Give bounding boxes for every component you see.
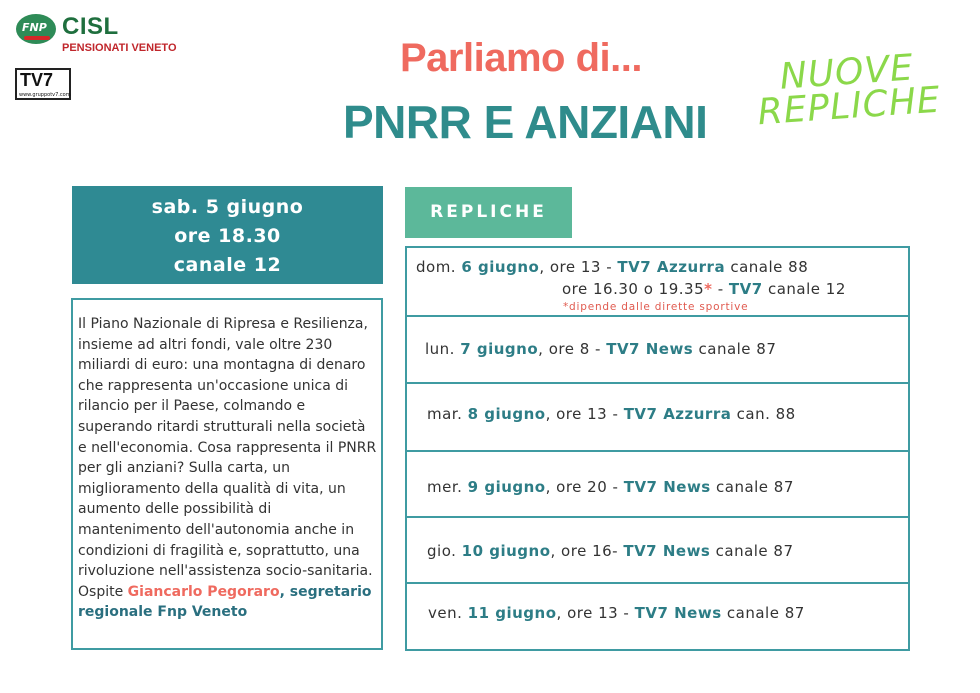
footnote: *dipende dalle dirette sportive bbox=[563, 301, 749, 313]
replay-channel-number: canale 88 bbox=[725, 258, 809, 276]
replay-channel-number-2: canale 12 bbox=[762, 280, 846, 298]
replay-channel: TV7 News bbox=[623, 478, 711, 496]
premiere-date: sab. 5 giugno bbox=[151, 196, 304, 218]
replay-line bbox=[428, 604, 805, 622]
replay-row bbox=[407, 516, 908, 582]
replay-time: , ore 8 - bbox=[538, 340, 607, 358]
replay-day: ven. bbox=[428, 604, 468, 622]
replay-time: , ore 13 - bbox=[545, 405, 624, 423]
replay-separator: - bbox=[712, 280, 729, 298]
replay-channel-number: canale 87 bbox=[721, 604, 805, 622]
replay-date: 10 giugno bbox=[461, 542, 551, 560]
replay-row bbox=[407, 315, 908, 382]
premiere-time: ore 18.30 bbox=[174, 225, 281, 247]
replay-line bbox=[427, 542, 794, 560]
replay-date: 9 giugno bbox=[467, 478, 546, 496]
replay-channel: TV7 News bbox=[634, 604, 722, 622]
cisl-subtitle: PENSIONATI VENETO bbox=[62, 42, 177, 54]
replay-day: mer. bbox=[427, 478, 468, 496]
replay-time-2: ore 16.30 o 19.35 bbox=[562, 280, 705, 298]
replay-time: , ore 20 - bbox=[545, 478, 624, 496]
fnp-logo-text: FNP bbox=[22, 21, 47, 34]
premiere-channel: canale 12 bbox=[173, 254, 282, 276]
replay-day: lun. bbox=[425, 340, 461, 358]
replay-channel: TV7 News bbox=[606, 340, 694, 358]
replay-time: , ore 13 - bbox=[556, 604, 635, 622]
cisl-logo-text: CISL bbox=[62, 13, 119, 40]
page-title: PNRR E ANZIANI bbox=[343, 96, 708, 148]
tv7-logo-text: TV7 bbox=[20, 70, 54, 90]
guest-name: Giancarlo Pegoraro bbox=[127, 583, 280, 600]
replay-date: 11 giugno bbox=[467, 604, 557, 622]
replay-day: dom. bbox=[416, 258, 462, 276]
replay-day: mar. bbox=[427, 405, 468, 423]
replay-date: 8 giugno bbox=[467, 405, 546, 423]
replay-channel: TV7 Azzurra bbox=[617, 258, 726, 276]
replay-line bbox=[427, 478, 794, 496]
fnp-swoosh-icon bbox=[24, 36, 50, 40]
replay-row bbox=[407, 248, 908, 315]
replay-date: 6 giugno bbox=[461, 258, 540, 276]
replay-channel-number: canale 87 bbox=[693, 340, 777, 358]
replay-line bbox=[425, 340, 776, 358]
replay-line-2 bbox=[562, 280, 846, 298]
replay-line bbox=[427, 405, 796, 423]
replays-label: REPLICHE bbox=[405, 187, 572, 238]
replay-time: , ore 16- bbox=[550, 542, 624, 560]
replay-channel: TV7 Azzurra bbox=[623, 405, 732, 423]
replay-time: , ore 13 - bbox=[539, 258, 618, 276]
replays-schedule bbox=[405, 246, 910, 651]
replay-channel: TV7 News bbox=[623, 542, 711, 560]
replay-channel-2: TV7 bbox=[728, 280, 763, 298]
kicker-heading: Parliamo di... bbox=[400, 36, 642, 80]
replay-channel-number: canale 87 bbox=[710, 542, 794, 560]
replay-channel-number: can. 88 bbox=[731, 405, 796, 423]
description-body: Il Piano Nazionale di Ripresa e Resilienza, insieme ad altri fondi, vale oltre 230 miliardi di euro: una montagna di denaro che rappresenta un'occasione unica di rilancio per il Paese, colmando e superando ritardi strutturali nella società e nell'economia. Cosa rappresenta il PNRR per gli anziani? Sulla carta, un miglioramento della qualità di vita, un aumento delle possibilità di mantenimento dell'autonomia anche in condizioni di fragilità e, soprattutto, una rivoluzione nell'assistenza socio-sanitaria. bbox=[78, 316, 377, 580]
guest-role: , segretario regionale Fnp Veneto bbox=[78, 583, 372, 621]
replay-day: gio. bbox=[427, 542, 462, 560]
new-replays-stamp: NUOVE REPLICHE bbox=[756, 47, 942, 134]
fnp-logo bbox=[16, 14, 56, 44]
replay-date: 7 giugno bbox=[460, 340, 539, 358]
replay-row bbox=[407, 582, 908, 649]
replay-row bbox=[407, 382, 908, 450]
tv7-logo bbox=[15, 68, 71, 100]
replay-channel-number: canale 87 bbox=[710, 478, 794, 496]
premiere-box bbox=[72, 186, 383, 284]
replay-row bbox=[407, 450, 908, 516]
tv7-logo-url: www.gruppotv7.com bbox=[19, 92, 71, 98]
guest-prefix: Ospite bbox=[78, 583, 128, 600]
description-box bbox=[71, 298, 383, 650]
replay-line bbox=[416, 258, 808, 276]
footnote-mark: * bbox=[704, 280, 713, 298]
